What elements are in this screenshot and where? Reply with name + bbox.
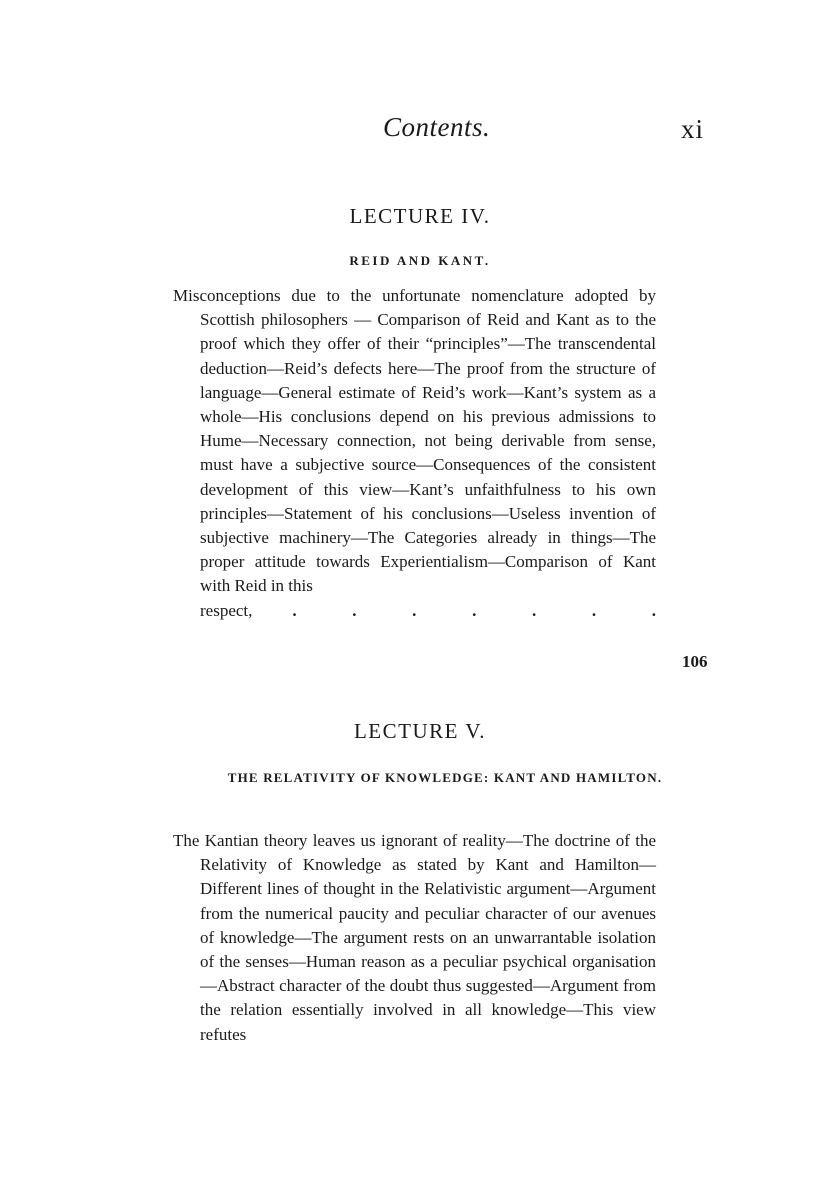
lecture-iv-heading: LECTURE IV. <box>349 204 491 228</box>
lecture-iv-summary <box>173 284 656 623</box>
page-number: xi <box>681 114 705 144</box>
lecture-iv-last-line <box>200 599 656 623</box>
lecture-v-heading: LECTURE V. <box>353 719 487 743</box>
lecture-iv-summary-text: Misconceptions due to the unfortunate nomenclature adopted by Scottish philosophers — Comparison of Reid and Kant as to the proof which they offer of their “principles”—The transcendental deduction—Reid’s defects here—The proof from the structure of language—General estimate of Reid’s work—Kant’s system as a whole—His conclusions depend on his previous admissions to Hume—Necessary connection, not being derivable from sense, must have a subjective source—Consequences of the consistent development of this view—Kant’s unfaithfulness to his own principles—Statement of his conclusions—Useless invention of subjective machinery—The Categories already in things—The proper attitude towards Experientialism—Comparison of Kant with Reid in this <box>173 286 656 596</box>
dot-leader: . . . . . . . <box>292 600 656 620</box>
lecture-v-subtitle: THE RELATIVITY OF KNOWLEDGE: KANT AND HAMILTON. <box>227 770 663 785</box>
lecture-v-summary <box>173 829 656 1047</box>
lecture-v-summary-text: The Kantian theory leaves us ignorant of reality—The doctrine of the Relativity of Knowledge as stated by Kant and Hamilton—Different lines of thought in the Relativistic argument—Argument from the numerical paucity and peculiar character of our avenues of knowledge—The argument rests on an unwarrantable isolation of the senses—Human reason as a peculiar psychical organisation—Abstract character of the doubt thus suggested—Argument from the relation essentially involved in all knowledge—This view refutes <box>173 831 656 1044</box>
lecture-iv-last-word: respect, <box>200 600 253 620</box>
lecture-iv-page-ref: 106 <box>682 652 708 671</box>
running-title: Contents. <box>383 112 491 142</box>
lecture-iv-subtitle: REID AND KANT. <box>349 253 491 268</box>
